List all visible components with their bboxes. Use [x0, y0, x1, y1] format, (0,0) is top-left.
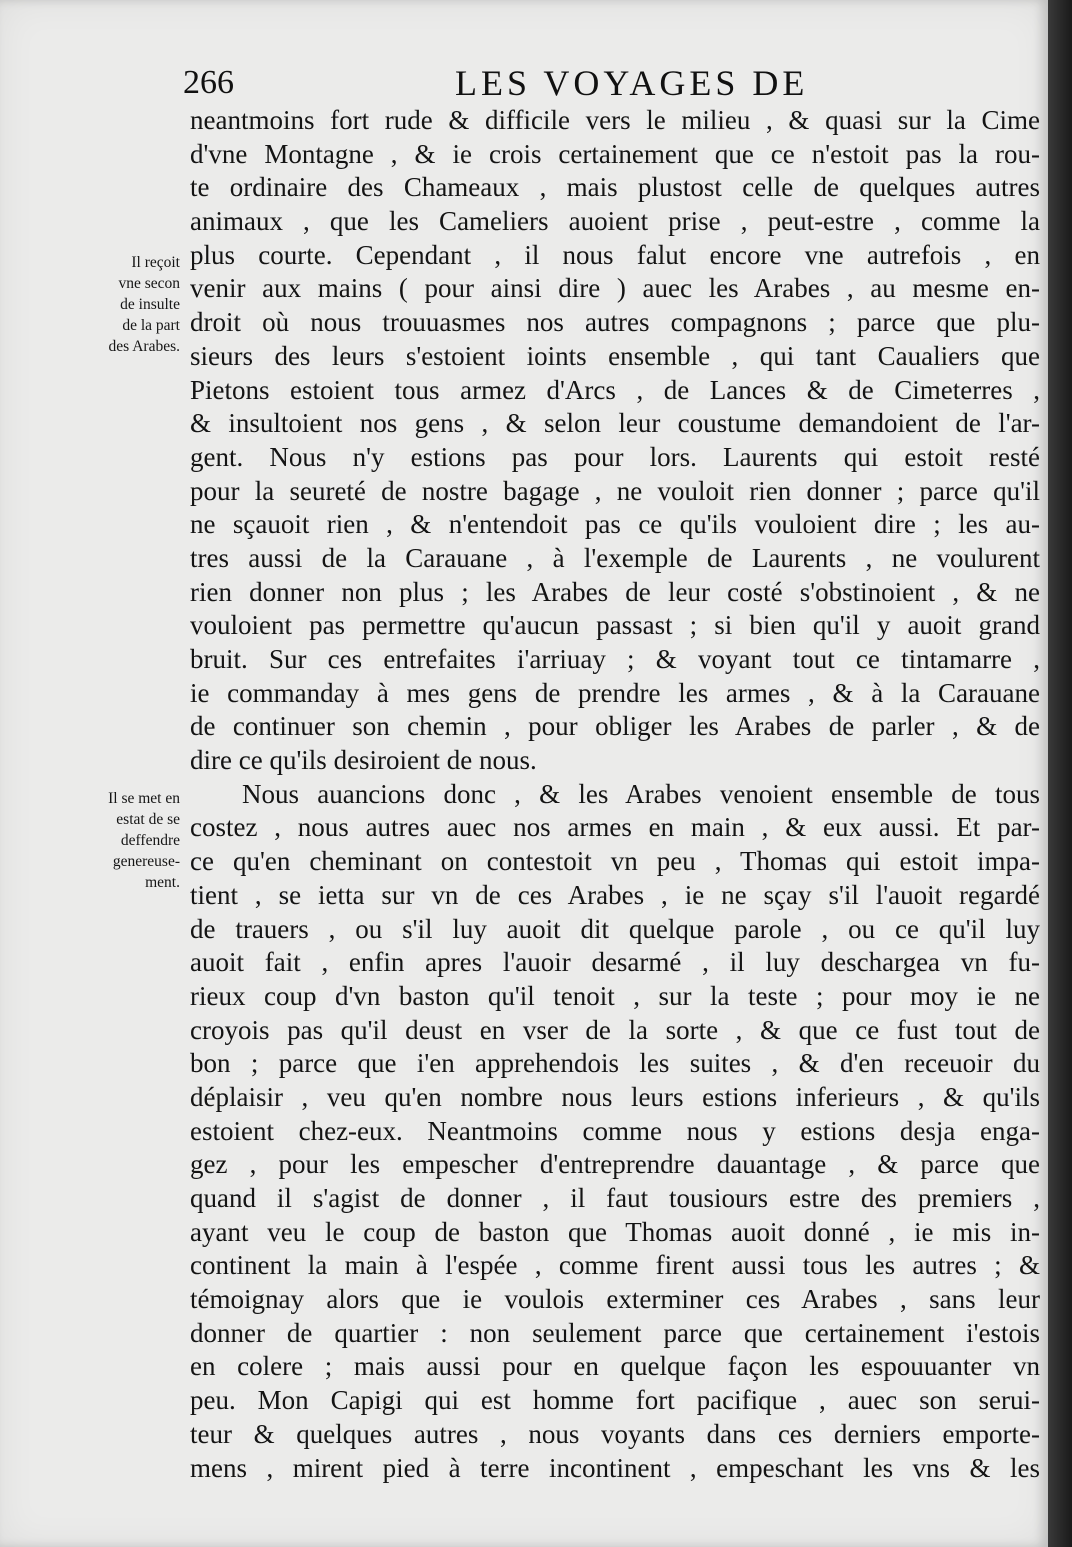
text-line: auoit fait , enfin apres l'auoir desarmé , il luy deschargea vn fu- [190, 947, 1040, 978]
text-line: tient , se ietta sur vn de ces Arabes , ie ne sçay s'il l'auoit regardé [190, 879, 1040, 910]
text-line: Pietons estoient tous armez d'Arcs , de Lances & de Cimeterres , [190, 374, 1040, 405]
text-line: déplaisir , veu qu'en nombre nous leurs estions inferieurs , & qu'ils [190, 1081, 1040, 1112]
text-line: ie commanday à mes gens de prendre les armes , & à la Carauane [190, 677, 1040, 708]
text-line: peu. Mon Capigi qui est homme fort pacifique , auec son serui- [190, 1385, 1040, 1416]
text-line: vouloient pas permettre qu'aucun passast ; si bien qu'il y auoit grand [190, 610, 1040, 641]
running-head [183, 62, 1033, 110]
text-line: de trauers , ou s'il luy auoit dit quelque parole , ou ce qu'il luy [190, 913, 1040, 944]
text-line: gent. Nous n'y estions pas pour lors. Laurents qui estoit resté [190, 441, 1040, 472]
text-line: de continuer son chemin , pour obliger les Arabes de parler , & de [190, 711, 1040, 742]
margin-note-line: Il se met en [108, 790, 180, 807]
text-line: estoient chez-eux. Neantmoins comme nous y estions desja enga- [190, 1115, 1040, 1146]
text-line: bruit. Sur ces entrefaites i'arriuay ; & voyant tout ce tintamarre , [190, 644, 1040, 674]
text-line: pour la seureté de nostre bagage , ne vouloit rien donner ; parce qu'il [190, 475, 1040, 506]
margin-note-line: estat de se [116, 811, 180, 828]
text-line: plus courte. Cependant , il nous falut encore vne autrefois , en [190, 239, 1040, 270]
text-line: ce qu'en cheminant on contestoit vn peu , Thomas qui estoit impa- [190, 846, 1040, 877]
text-line: rieux coup d'vn baston qu'il tenoit , sur la teste ; pour moy ie ne [190, 980, 1040, 1011]
text-line: dire ce qu'ils desiroient de nous. [190, 745, 537, 776]
margin-note-line: des Arabes. [108, 338, 180, 355]
text-line: rien donner non plus ; les Arabes de leur costé s'obstinoient , & ne [190, 576, 1040, 607]
text-line: tres aussi de la Carauane , à l'exemple de Laurents , ne voulurent [190, 542, 1040, 573]
margin-note-line: Il reçoit [131, 254, 180, 271]
text-line: costez , nous autres auec nos armes en main , & eux aussi. Et par- [190, 812, 1040, 843]
page-number: 266 [183, 64, 234, 101]
margin-note-line: deffendre [120, 832, 180, 849]
text-line: croyois pas qu'il deust en vser de la sorte , & que ce fust tout de [190, 1014, 1040, 1045]
text-line: continent la main à l'espée , comme firent aussi tous les autres ; & [190, 1250, 1040, 1281]
text-line: Nous auancions donc , & les Arabes venoient ensemble de tous [242, 778, 1040, 809]
text-line: gez , pour les empescher d'entreprendre dauantage , & parce que [190, 1149, 1040, 1180]
margin-note [62, 788, 180, 893]
text-line: d'vne Montagne , & ie crois certainement que ce n'estoit pas la rou- [190, 138, 1040, 169]
text-line: animaux , que les Cameliers auoient prise , peut-estre , comme la [190, 206, 1040, 237]
margin-note-line: genereuse- [112, 853, 180, 870]
margin-note-line: de insulte [120, 296, 180, 313]
text-line: neantmoins fort rude & difficile vers le milieu , & quasi sur la Cime [190, 105, 1040, 135]
text-line: en colere ; mais aussi pour en quelque façon les espouuanter vn [190, 1351, 1040, 1382]
text-line: bon ; parce que i'en apprehendois les suites , & d'en receuoir du [190, 1048, 1040, 1079]
margin-note [62, 252, 180, 357]
text-line: donner de quartier : non seulement parce que certainement i'estois [190, 1317, 1040, 1348]
text-line: témoignay alors que ie voulois exterminer ces Arabes , sans leur [190, 1284, 1040, 1315]
text-line: ayant veu le coup de baston que Thomas auoit donné , ie mis in- [190, 1216, 1040, 1247]
margin-note-line: vne secon [118, 275, 180, 292]
gutter-shadow [1048, 0, 1072, 1547]
body-text [190, 104, 1040, 1485]
text-line: venir aux mains ( pour ainsi dire ) auec les Arabes , au mesme en- [190, 273, 1040, 304]
text-line: mens , mirent pied à terre incontinent , empeschant les vns & les [190, 1452, 1040, 1483]
margin-note-line: de la part [122, 317, 180, 334]
text-line: ne sçauoit rien , & n'entendoit pas ce qu'ils vouloient dire ; les au- [190, 509, 1040, 540]
text-line: te ordinaire des Chameaux , mais plustost celle de quelques autres [190, 172, 1040, 203]
text-line: quand il s'agist de donner , il faut tousiours estre des premiers , [190, 1183, 1040, 1213]
text-line: teur & quelques autres , nous voyants dans ces derniers emporte- [190, 1418, 1040, 1449]
text-line: & insultoient nos gens , & selon leur coustume demandoient de l'ar- [190, 408, 1040, 439]
text-line: sieurs des leurs s'estoient ioints ensemble , qui tant Caualiers que [190, 340, 1040, 371]
margin-note-line: ment. [145, 874, 180, 891]
running-title: LES VOYAGES DE [455, 63, 809, 103]
text-line: droit où nous trouuasmes nos autres compagnons ; parce que plu- [190, 307, 1040, 338]
